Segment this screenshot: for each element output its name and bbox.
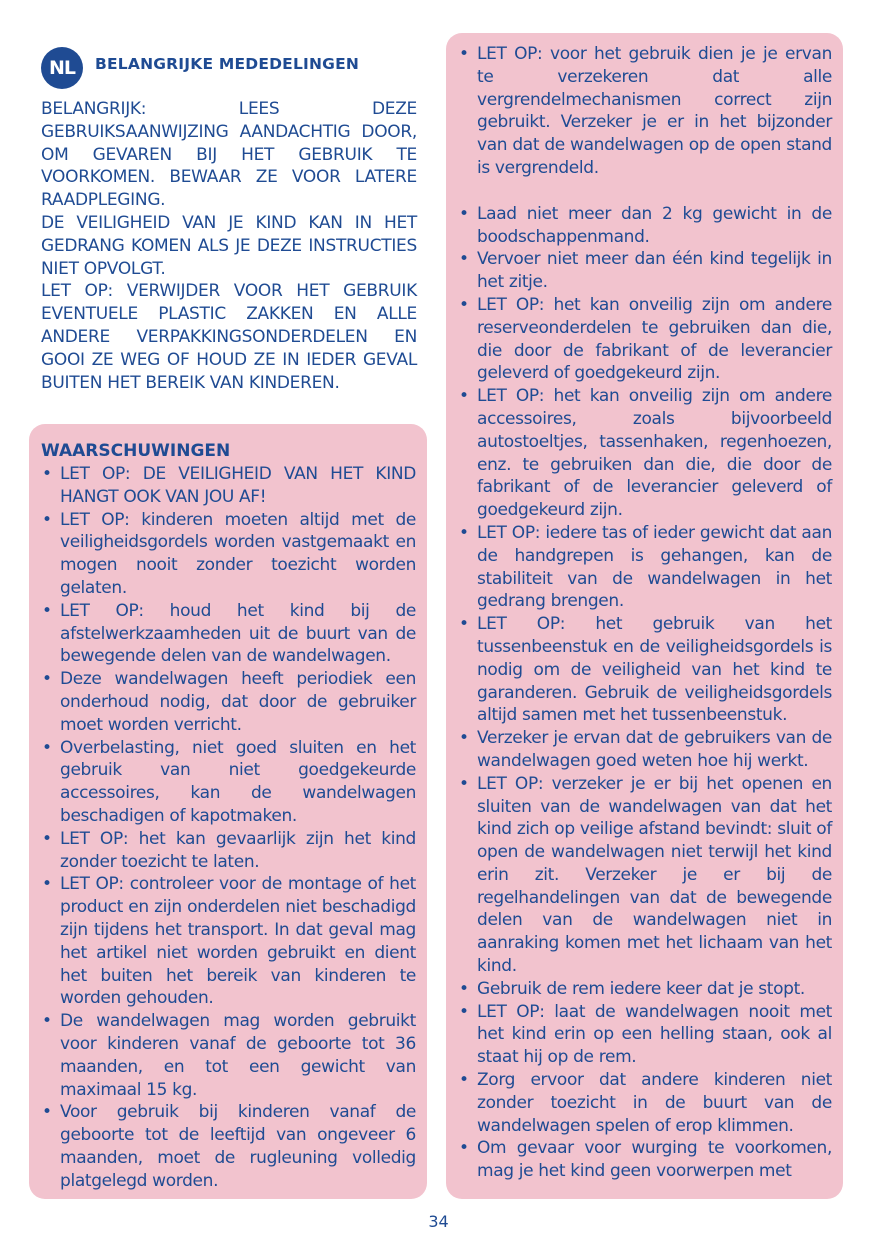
warnings-list bbox=[41, 463, 416, 1193]
list-item: • Voor gebruik bij kinderen vanaf de geboorte tot de leeftijd van ongeveer 6 maanden, moet de rugleuning volledig platgelegd worden. bbox=[41, 1101, 416, 1192]
list-item: • LET OP: controleer voor de montage of het product en zijn onderdelen niet beschadigd zijn tijdens het transport. In dat geval mag het artikel niet worden gebruikt en dient het buiten het bereik van kinderen te worden gehouden. bbox=[41, 873, 416, 1010]
page-title: BELANGRIJKE MEDEDELINGEN bbox=[95, 55, 360, 73]
list-item: • Vervoer niet meer dan één kind tegelijk in het zitje. bbox=[458, 248, 832, 294]
intro-section bbox=[41, 98, 417, 394]
list-item: • LET OP: het kan gevaarlijk zijn het kind zonder toezicht te laten. bbox=[41, 828, 416, 874]
list-item: • Om gevaar voor wurging te voorkomen, mag je het kind geen voorwerpen met bbox=[458, 1137, 832, 1183]
list-item: • De wandelwagen mag worden gebruikt voor kinderen vanaf de geboorte tot 36 maanden, en tot een gewicht van maximaal 15 kg. bbox=[41, 1010, 416, 1101]
intro-paragraph: DE VEILIGHEID VAN JE KIND KAN IN HET GEDRANG KOMEN ALS JE DEZE INSTRUCTIES NIET OPVOLGT. bbox=[41, 212, 417, 279]
list-item: • Deze wandelwagen heeft periodiek een onderhoud nodig, dat door de gebruiker moet worden verricht. bbox=[41, 668, 416, 736]
list-item: • LET OP: houd het kind bij de afstelwerkzaamheden uit de buurt van de bewegende delen van de wandelwagen. bbox=[41, 600, 416, 668]
intro-paragraph: LET OP: VERWIJDER VOOR HET GEBRUIK EVENTUELE PLASTIC ZAKKEN EN ALLE ANDERE VERPAKKINGSONDERDELEN EN GOOI ZE WEG OF HOUD ZE IN IEDER GEVAL BUITEN HET BEREIK VAN KINDEREN. bbox=[41, 281, 417, 393]
list-item: • Overbelasting, niet goed sluiten en het gebruik van niet goedgekeurde accessoires, kan de wandelwagen beschadigen of kapotmaken. bbox=[41, 737, 416, 828]
list-item: • Gebruik de rem iedere keer dat je stopt. bbox=[458, 978, 832, 1001]
list-item: • LET OP: laat de wandelwagen nooit met het kind erin op een helling staan, ook al staat hij op de rem. bbox=[458, 1001, 832, 1069]
warnings-heading: WAARSCHUWINGEN bbox=[41, 441, 231, 461]
list-item: • LET OP: iedere tas of ieder gewicht dat aan de handgrepen is gehangen, kan de stabiliteit van de wandelwagen in het gedrang brengen. bbox=[458, 522, 832, 613]
list-item: • LET OP: het kan onveilig zijn om andere reserveonderdelen te gebruiken dan die, die door de fabrikant of de leverancier geleverd of goedgekeurd zijn. bbox=[458, 294, 832, 385]
list-item: • Verzeker je ervan dat de gebruikers van de wandelwagen goed weten hoe hij werkt. bbox=[458, 727, 832, 773]
intro-paragraph: BELANGRIJK: LEES DEZE GEBRUIKSAANWIJZING AANDACHTIG DOOR, OM GEVAREN BIJ HET GEBRUIK TE VOORKOMEN. BEWAAR ZE VOOR LATERE RAADPLEGING. bbox=[41, 99, 417, 211]
continued-warnings-list bbox=[458, 43, 832, 1183]
list-item: • LET OP: het gebruik van het tussenbeenstuk en de veiligheidsgordels is nodig om de veiligheid van het kind te garanderen. Gebruik de veiligheidsgordels altijd samen met het tussenbeenstuk. bbox=[458, 613, 832, 727]
list-item: • LET OP: DE VEILIGHEID VAN HET KIND HANGT OOK VAN JOU AF! bbox=[41, 463, 416, 509]
list-item: • Zorg ervoor dat andere kinderen niet zonder toezicht in de buurt van de wandelwagen spelen of erop klimmen. bbox=[458, 1069, 832, 1137]
list-item: • LET OP: het kan onveilig zijn om andere accessoires, zoals bijvoorbeeld autostoeltjes, tassenhaken, regenhoezen, enz. te gebruiken dan die, die door de fabrikant of de leverancier geleverd of goedgekeurd zijn. bbox=[458, 385, 832, 522]
language-badge: NL bbox=[41, 47, 83, 89]
list-item: • LET OP: voor het gebruik dien je je ervan te verzekeren dat alle vergrendelmechanismen correct zijn gebruikt. Verzeker je er in het bijzonder van dat de wandelwagen op de open stand is vergrendeld. bbox=[458, 43, 832, 180]
list-item: • LET OP: verzeker je er bij het openen en sluiten van de wandelwagen van dat het kind zich op veilige afstand bevindt: sluit of open de wandelwagen niet terwijl het kind erin zit. Verzeker je er bij de regelhandelingen van dat de bewegende delen van de wandelwagen niet in aanraking komen met het lichaam van het kind. bbox=[458, 773, 832, 978]
page-number: 34 bbox=[428, 1212, 449, 1231]
list-item: • Laad niet meer dan 2 kg gewicht in de boodschappenmand. bbox=[458, 203, 832, 249]
list-item: • LET OP: kinderen moeten altijd met de veiligheidsgordels worden vastgemaakt en mogen nooit zonder toezicht worden gelaten. bbox=[41, 509, 416, 600]
